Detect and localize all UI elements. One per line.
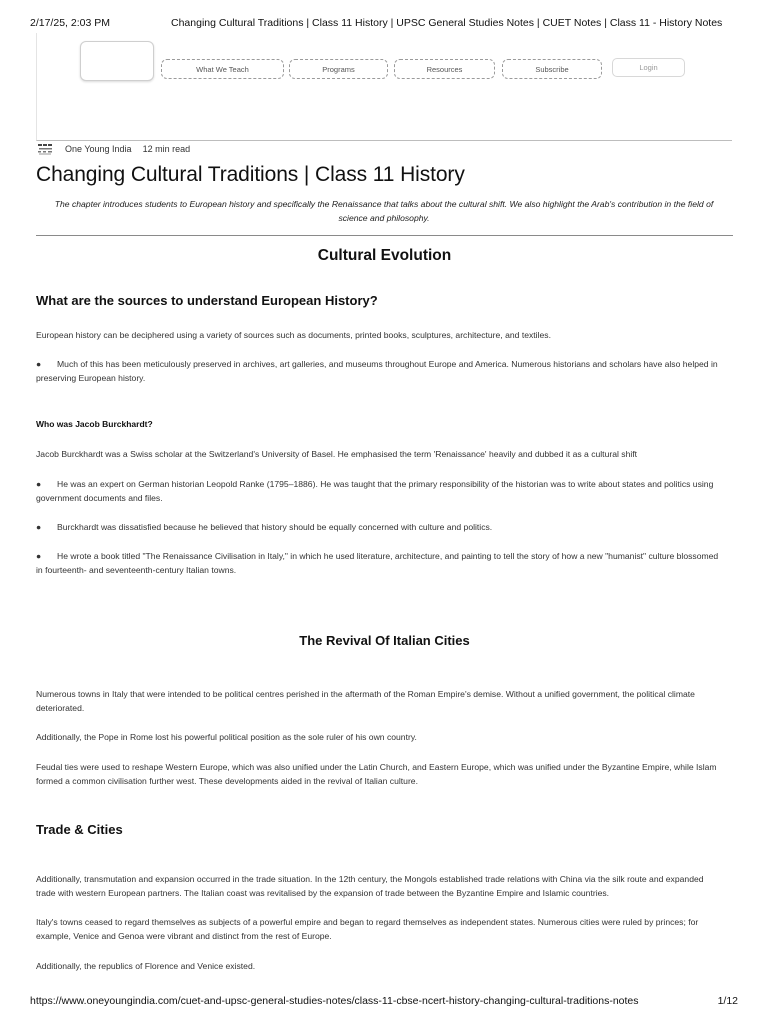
section-heading-trade-cities: Trade & Cities xyxy=(36,822,123,837)
nav-programs[interactable]: Programs xyxy=(289,59,388,79)
nav-resources[interactable]: Resources xyxy=(394,59,495,79)
paragraph: Numerous towns in Italy that were intended to be political centres perished in the aftermath of the Roman Empire's demise. Without a unified government, the political climate deteriorated. xyxy=(36,689,695,713)
paragraph: Feudal ties were used to reshape Western Europe, which was also unified under the Latin Church, and Eastern Europe, which was unified under the Byzantine Empire, while Islam formed a common civilisation further west. These developments aided in the revival of Italian culture. xyxy=(36,762,717,786)
bullet-icon: ● xyxy=(36,522,42,532)
paragraph: Additionally, the republics of Florence and Venice existed. xyxy=(36,961,256,971)
print-footer xyxy=(30,995,738,1009)
divider xyxy=(36,235,733,236)
login-button[interactable]: Login xyxy=(612,58,685,77)
bullet-icon: ● xyxy=(36,479,42,489)
bullet-item xyxy=(36,358,722,385)
nav-subscribe[interactable]: Subscribe xyxy=(502,59,602,79)
paragraph: Additionally, transmutation and expansion occurred in the trade situation. In the 12th century, the Mongols established trade relations with China via the silk route and expanded trade with western European partners. The Italian coast was revitalised by the expansion of trade between the Byzantine Empire and Islamic countries. xyxy=(36,874,704,898)
bullet-icon: ● xyxy=(36,551,42,561)
page-number: 1/12 xyxy=(717,995,738,1007)
author-avatar-icon xyxy=(38,144,55,155)
paragraph: European history can be deciphered using a variety of sources such as documents, printed books, sculptures, architecture, and textiles. xyxy=(36,330,551,340)
nav-what-we-teach[interactable]: What We Teach xyxy=(161,59,284,79)
bullet-item xyxy=(36,550,722,577)
question-heading-sources: What are the sources to understand European History? xyxy=(36,293,378,308)
print-url: https://www.oneyoungindia.com/cuet-and-upsc-general-studies-notes/class-11-cbse-ncert-history-changing-cultural-traditions-notes xyxy=(30,995,639,1007)
article-intro: The chapter introduces students to European history and specifically the Renaissance that talks about the cultural shift. We also highlight the Arab's contribution in the field of science and philosophy. xyxy=(54,199,714,223)
read-time: 12 min read xyxy=(142,144,191,154)
print-date: 2/17/25, 2:03 PM xyxy=(30,17,110,29)
paragraph: Italy's towns ceased to regard themselves as subjects of a powerful empire and began to regard themselves as independent states. Numerous cities were ruled by princes; for example, Venice and Genoa were vibrant and distinct from the rest of Europe. xyxy=(36,917,699,941)
article-title: Changing Cultural Traditions | Class 11 History xyxy=(36,163,465,186)
bullet-item xyxy=(36,478,722,505)
paragraph: Jacob Burckhardt was a Swiss scholar at the Switzerland's University of Basel. He emphasised the term 'Renaissance' heavily and dubbed it as a cultural shift xyxy=(36,449,638,459)
print-document-title: Changing Cultural Traditions | Class 11 History | UPSC General Studies Notes | CUET Notes | Class 11 - History Notes xyxy=(171,17,723,29)
bullet-item xyxy=(36,521,722,535)
article-meta xyxy=(38,142,190,156)
print-header xyxy=(30,17,738,31)
bullet-text: Much of this has been meticulously preserved in archives, art galleries, and museums throughout Europe and America. Numerous historians and scholars have also helped in preserving European history. xyxy=(36,359,718,383)
site-logo[interactable] xyxy=(80,41,154,81)
paragraph: Additionally, the Pope in Rome lost his powerful political position as the sole ruler of his own country. xyxy=(36,732,417,742)
author-name[interactable]: One Young India xyxy=(65,144,132,154)
bullet-text: He was an expert on German historian Leopold Ranke (1795–1886). He was taught that the primary responsibility of the historian was to write about states and politics using government documents and files. xyxy=(36,479,714,503)
section-heading-cultural-evolution: Cultural Evolution xyxy=(317,247,452,264)
bullet-text: Burckhardt was dissatisfied because he believed that history should be equally concerned with culture and politics. xyxy=(57,522,493,532)
section-heading-italian-cities: The Revival Of Italian Cities xyxy=(299,633,470,648)
bullet-text: He wrote a book titled "The Renaissance Civilisation in Italy," in which he used literature, architecture, and painting to tell the story of how a new "humanist" culture blossomed in fourteenth- and seventeenth-century Italian towns. xyxy=(36,551,719,575)
bullet-icon: ● xyxy=(36,359,42,369)
question-heading-burckhardt: Who was Jacob Burckhardt? xyxy=(36,419,153,429)
